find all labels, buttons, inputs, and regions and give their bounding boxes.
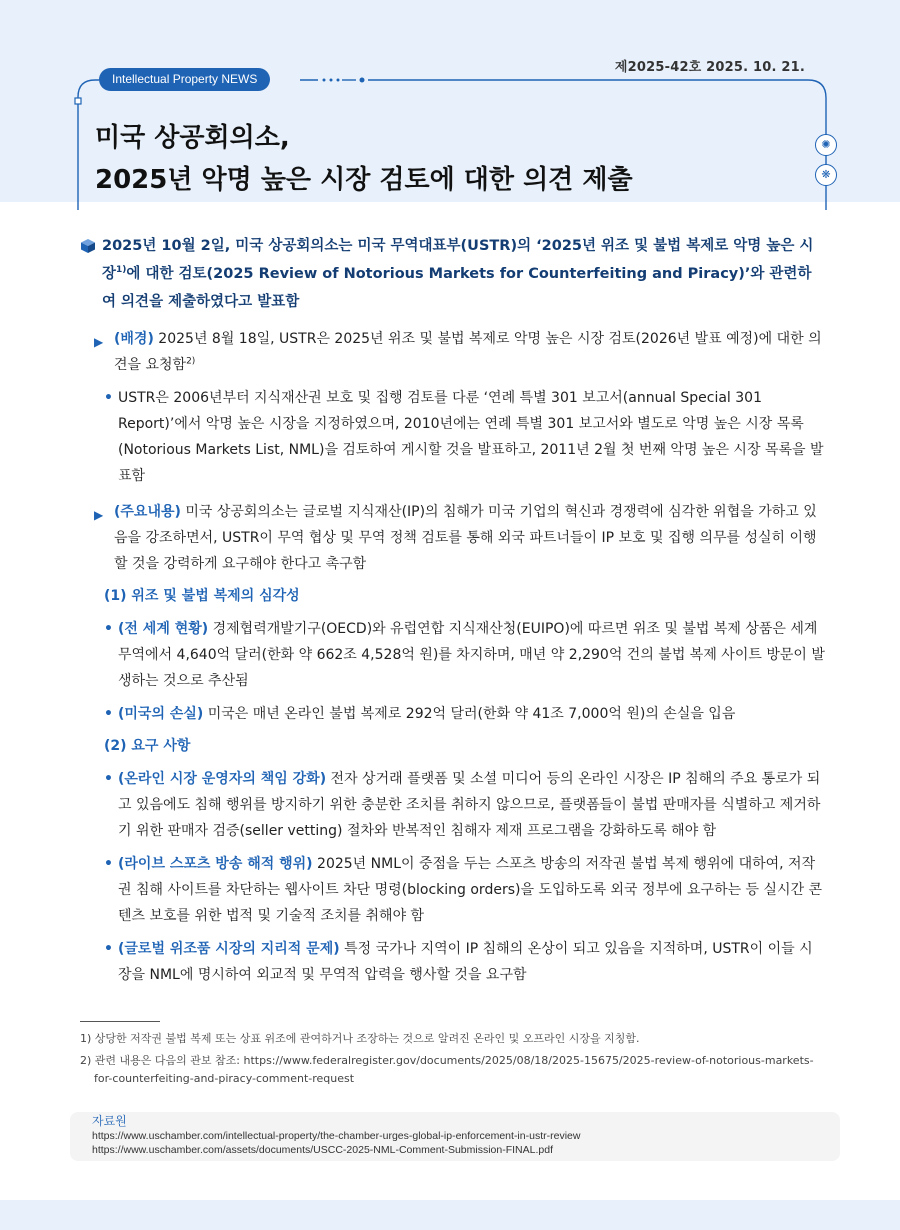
list-item (80, 851, 825, 929)
list-item (80, 766, 825, 844)
item-label: (라이브 스포츠 방송 해적 행위) (118, 856, 313, 872)
item-text: 특정 국가나 지역이 IP 침해의 온상이 되고 있음을 지적하며, USTR이 이들 시장을 NML에 명시하여 외교적 및 무역적 압력을 행사할 것을 요구함 (118, 941, 813, 983)
item-text: 경제협력개발기구(OECD)와 유럽연합 지식재산청(EUIPO)에 따르면 위조 및 불법 복제 상품은 세계무역에서 4,640억 달러(한화 약 662조 4,528억 원)를 차지하며, 매년 약 2,290억 건의 불법 복제 사이트 방문이 발생하는 것으로 추산됨 (118, 621, 825, 689)
footnotes (80, 1030, 830, 1092)
network-icon: ❋ (815, 164, 837, 186)
background-item (80, 326, 825, 378)
list-item (80, 616, 825, 694)
lead-paragraph (80, 232, 825, 316)
bullet-dot: • (104, 621, 113, 637)
source-link-1[interactable]: https://www.uschamber.com/intellectual-property/the-chamber-urges-global-ip-enforcement-in-ustr-review (92, 1130, 581, 1142)
footnote-ref-1: 1) (116, 265, 127, 276)
triangle-right-icon: ▶ (94, 508, 104, 522)
page-title (95, 117, 633, 201)
background-label: (배경) (114, 331, 154, 347)
source-label: 자료원 (92, 1114, 127, 1128)
bullet-dot: • (104, 941, 113, 957)
source-link-2[interactable]: https://www.uschamber.com/assets/documents/USCC-2025-NML-Comment-Submission-FINAL.pdf (92, 1144, 553, 1156)
bullet-dot: • (104, 856, 113, 872)
item-text: 미국은 매년 온라인 불법 복제로 292억 달러(한화 약 41조 7,000억 원)의 손실을 입음 (203, 706, 736, 722)
background-bullet-text: USTR은 2006년부터 지식재산권 보호 및 집행 검토를 다룬 ‘연례 특별 301 보고서(annual Special 301 Report)’에서 악명 높은 시장을 지정하였으며, 2010년에는 연례 특별 301 보고서와 별도로 악명 높은 시장 목록(Notorious Markets List, NML)을 검토하여 게시할 것을 발표하고, 2011년 2월 첫 번째 악명 높은 시장 목록을 발표함 (118, 390, 824, 484)
item-text: 전자 상거래 플랫폼 및 소셜 미디어 등의 온라인 시장은 IP 침해의 주요 통로가 되고 있음에도 침해 행위를 방지하기 위한 충분한 조치를 취하지 않으므로, 플랫폼들이 불법 판매자를 식별하고 제거하기 위한 판매자 검증(seller vetting) 절차와 반복적인 침해자 제재 프로그램을 강화하도록 해야 함 (118, 771, 821, 839)
newsletter-badge: Intellectual Property NEWS (99, 68, 270, 91)
bullet-dot: • (104, 706, 113, 722)
globe-icon: ✺ (815, 134, 837, 156)
item-text: 2025년 NML이 중점을 두는 스포츠 방송의 저작권 불법 복제 행위에 대하여, 저작권 침해 사이트를 차단하는 웹사이트 차단 명령(blocking orders)을 도입하도록 외국 정부에 요구하는 등 실시간 콘텐츠 보호를 위한 법적 및 기술적 조치를 취해야 함 (118, 856, 823, 924)
main-content-item (80, 499, 825, 577)
article-body (80, 232, 825, 988)
bullet-dot: • (104, 390, 113, 406)
lead-text-b: 에 대한 검토(2025 Review of Notorious Markets for Counterfeiting and Piracy)’와 관련하여 의견을 제출하였다고 발표함 (102, 266, 812, 310)
item-label: (전 세계 현황) (118, 621, 209, 637)
section-2-heading: (2) 요구 사항 (104, 738, 191, 754)
cube-icon (80, 238, 96, 254)
lead-text-a: 2025년 10월 2일, 미국 상공회의소는 미국 무역대표부(USTR)의 ‘2025년 위조 및 불법 복제로 악명 높은 시장 (102, 238, 814, 282)
title-line-1: 미국 상공회의소, (95, 123, 290, 153)
list-item (80, 701, 825, 727)
footer-band (0, 1200, 900, 1230)
title-line-2: 2025년 악명 높은 시장 검토에 대한 의견 제출 (95, 165, 633, 195)
background-bullet (80, 385, 825, 489)
footnote-ref-2: 2) (186, 356, 196, 367)
list-item (80, 936, 825, 988)
triangle-right-icon: ▶ (94, 335, 104, 349)
source-box (70, 1112, 840, 1161)
item-label: (글로벌 위조품 시장의 지리적 문제) (118, 941, 340, 957)
issue-number: 제2025-42호 2025. 10. 21. (614, 60, 805, 75)
item-label: (미국의 손실) (118, 706, 204, 722)
footnote-2: 2) 관련 내용은 다음의 관보 참조: https://www.federalregister.gov/documents/2025/08/18/2025-15675/2025-review-of-notorious-markets-for-counterfeiting-and-piracy-comment-request (80, 1054, 814, 1085)
footnote-1: 1) 상당한 저작권 불법 복제 또는 상표 위조에 관여하거나 조장하는 것으로 알려진 온라인 및 오프라인 시장을 지칭함. (80, 1032, 640, 1045)
main-content-label: (주요내용) (114, 504, 181, 520)
footnote-divider (80, 1021, 160, 1022)
bullet-dot: • (104, 771, 113, 787)
main-content-text: 미국 상공회의소는 글로벌 지식재산(IP)의 침해가 미국 기업의 혁신과 경쟁력에 심각한 위협을 가하고 있음을 강조하면서, USTR이 무역 협상 및 무역 정책 검토를 통해 외국 파트너들이 IP 보호 및 집행 의무를 성실히 이행할 것을 강력하게 요구해야 한다고 촉구함 (114, 504, 817, 572)
background-text: 2025년 8월 18일, USTR은 2025년 위조 및 불법 복제로 악명 높은 시장 검토(2026년 발표 예정)에 대한 의견을 요청함 (114, 331, 822, 373)
section-1-heading: (1) 위조 및 불법 복제의 심각성 (104, 588, 300, 604)
item-label: (온라인 시장 운영자의 책임 강화) (118, 771, 327, 787)
